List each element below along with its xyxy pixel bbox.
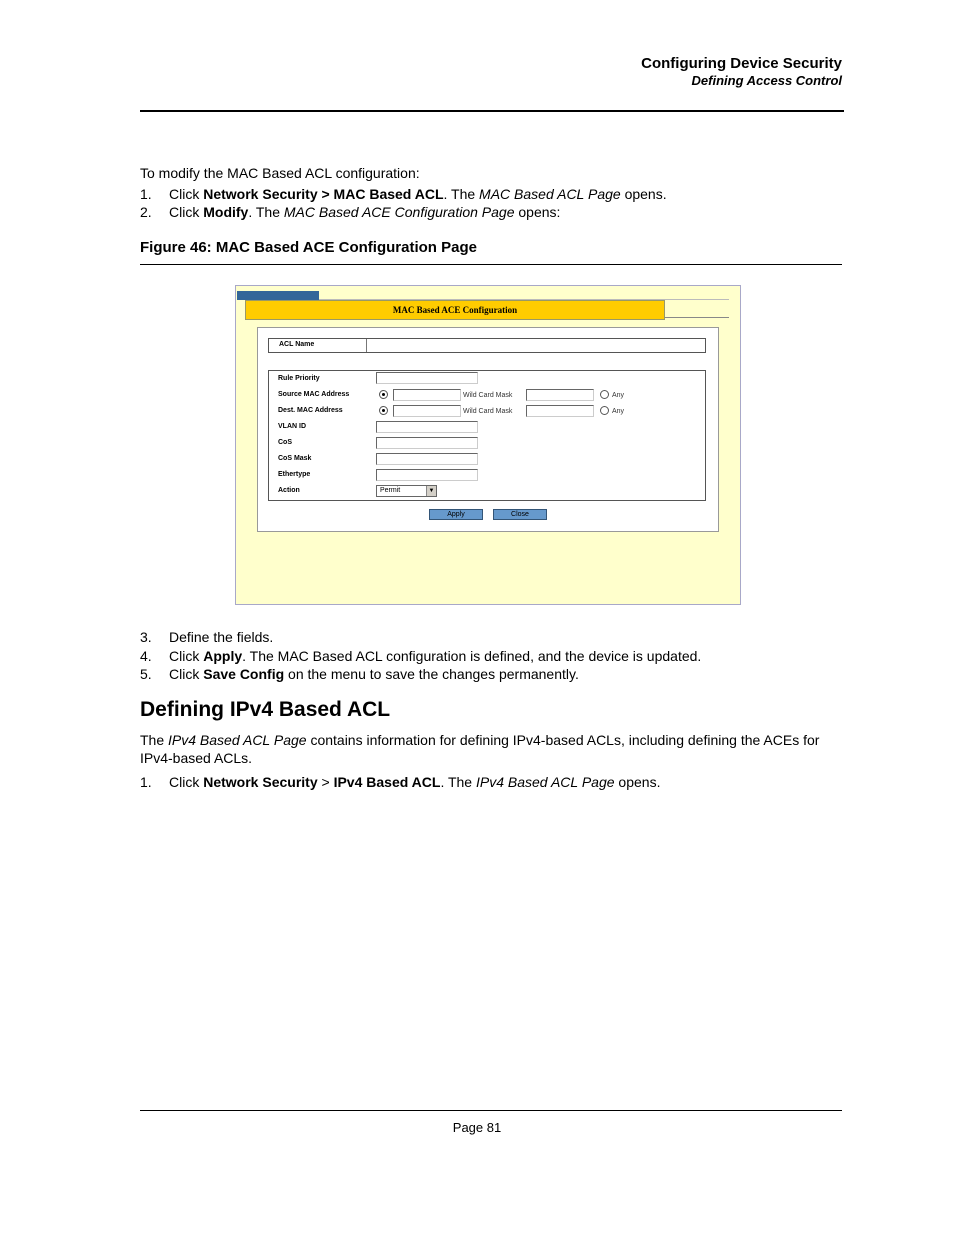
step-number: 1.: [140, 186, 152, 202]
step-number: 3.: [140, 629, 152, 645]
acl-name-divider: [366, 339, 367, 352]
source-any-label: Any: [612, 392, 625, 399]
step-2: [140, 203, 840, 221]
vlan-id-label: VLAN ID: [278, 423, 306, 430]
text-run: on the menu to save the changes permanently.: [284, 666, 579, 682]
section-paragraph-line2: IPv4-based ACLs.: [140, 750, 253, 766]
header-title: Configuring Device Security: [641, 55, 842, 72]
text-run: . The MAC Based ACL configuration is defined, and the device is updated.: [242, 648, 702, 664]
dest-wildcard-label: Wild Card Mask: [463, 408, 513, 415]
dest-mac-radio[interactable]: [379, 406, 388, 415]
dest-mac-input[interactable]: [393, 405, 461, 417]
cos-mask-label: CoS Mask: [278, 455, 312, 462]
header-rule: [140, 110, 844, 112]
header-subtitle: Defining Access Control: [691, 73, 842, 88]
action-label: Action: [278, 487, 300, 494]
section-paragraph: [140, 731, 840, 767]
rule-priority-label: Rule Priority: [278, 375, 320, 382]
cos-input[interactable]: [376, 437, 478, 449]
section-paragraph-line1: [140, 732, 819, 748]
text-run: . The: [440, 774, 476, 790]
close-button[interactable]: Close: [493, 509, 547, 520]
step-number: 2.: [140, 204, 152, 220]
section-step-1: [140, 773, 840, 791]
apply-button[interactable]: Apply: [429, 509, 483, 520]
step-3: [140, 628, 840, 646]
cos-mask-input[interactable]: [376, 453, 478, 465]
caption-rule: [140, 264, 842, 265]
step-4: [140, 647, 840, 665]
text-run: Click: [169, 186, 204, 202]
dest-any-radio[interactable]: [600, 406, 609, 415]
text-run: Click: [169, 774, 204, 790]
text-run: Modify: [203, 204, 249, 220]
text-run: IPv4 Based ACL Page: [475, 774, 615, 790]
step-text: [169, 665, 579, 683]
source-wildcard-input[interactable]: [526, 389, 594, 401]
step-number: 5.: [140, 666, 152, 682]
text-run: Click: [169, 648, 204, 664]
ethertype-input[interactable]: [376, 469, 478, 481]
text-run: contains information for defining IPv4-based ACLs, including defining the ACEs for: [306, 732, 820, 748]
text-run: opens.: [620, 186, 667, 202]
figure-panel: [257, 327, 719, 532]
text-run: opens.: [614, 774, 661, 790]
text-run: Click: [169, 204, 204, 220]
step-text: [169, 628, 273, 646]
text-run: >: [317, 774, 334, 790]
step-text: [169, 647, 701, 665]
source-any-radio[interactable]: [600, 390, 609, 399]
figure-title-bar: MAC Based ACE Configuration: [245, 300, 665, 320]
action-select-value: Permit: [380, 487, 401, 494]
step-number: 1.: [140, 774, 152, 790]
source-mac-label: Source MAC Address: [278, 391, 350, 398]
step-number: 4.: [140, 648, 152, 664]
cos-label: CoS: [278, 439, 292, 446]
figure-caption: Figure 46: MAC Based ACE Configuration Page: [140, 239, 477, 256]
dest-wildcard-input[interactable]: [526, 405, 594, 417]
step-5: [140, 665, 840, 683]
text-run: Apply: [203, 648, 243, 664]
action-select[interactable]: [376, 485, 437, 497]
text-run: MAC Based ACL Page: [479, 186, 621, 202]
text-run: . The: [443, 186, 480, 202]
text-run: IPv4 Based ACL: [333, 774, 441, 790]
figure-screenshot: [235, 285, 741, 605]
text-run: opens:: [514, 204, 561, 220]
source-mac-radio[interactable]: [379, 390, 388, 399]
text-run: Define the fields.: [169, 629, 274, 645]
text-run: . The: [248, 204, 284, 220]
source-wildcard-label: Wild Card Mask: [463, 392, 513, 399]
footer-rule: [140, 1110, 842, 1111]
acl-name-row: [268, 338, 706, 353]
text-run: MAC Based ACE Configuration Page: [283, 204, 515, 220]
step-text: [169, 185, 667, 203]
text-run: Network Security: [203, 774, 318, 790]
text-run: Network Security > MAC Based ACL: [203, 186, 444, 202]
text-run: Click: [169, 666, 204, 682]
text-run: The: [140, 732, 169, 748]
figure-title-rule: [665, 317, 729, 318]
dest-any-label: Any: [612, 408, 625, 415]
dest-mac-label: Dest. MAC Address: [278, 407, 343, 414]
figure-tab: [237, 291, 319, 300]
ace-fields-box: [268, 370, 706, 501]
text-run: Save Config: [203, 666, 285, 682]
ethertype-label: Ethertype: [278, 471, 311, 478]
source-mac-input[interactable]: [393, 389, 461, 401]
step-text: [169, 203, 560, 221]
rule-priority-input[interactable]: [376, 372, 478, 384]
step-1: [140, 185, 840, 203]
text-run: IPv4 Based ACL Page: [168, 732, 307, 748]
chevron-down-icon[interactable]: ▼: [426, 486, 436, 496]
vlan-id-input[interactable]: [376, 421, 478, 433]
section-heading: Defining IPv4 Based ACL: [140, 698, 391, 721]
acl-name-label: ACL Name: [279, 341, 315, 348]
page-number: Page 81: [452, 1120, 502, 1135]
intro-text: To modify the MAC Based ACL configuration:: [140, 165, 420, 181]
step-text: [169, 773, 660, 791]
